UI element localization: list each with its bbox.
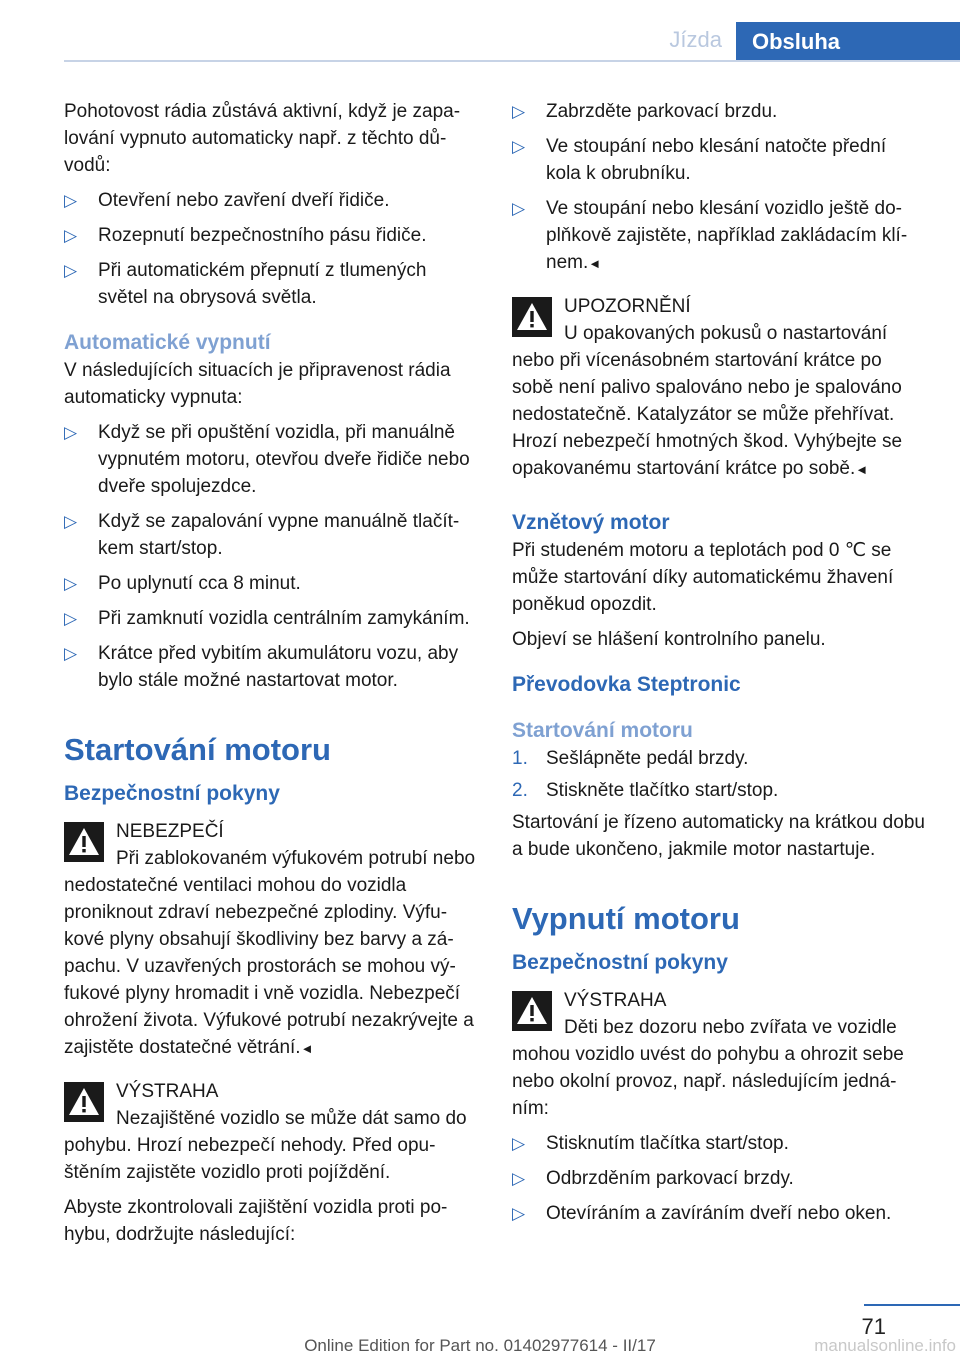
- section-heading-stop-safety: Bezpečnostní pokyny: [512, 951, 728, 974]
- list-item: ▷ Při automatickém přepnutí z tlumených světel na obrysová světla.: [64, 257, 478, 311]
- steps-paragraph: Startování je řízeno automaticky na krátkou dobu a bude ukončeno, jakmile motor nastartuje.: [512, 812, 925, 860]
- list-item: ▷ Krátce před vybitím akumulátoru vozu, aby bylo stále možné nastartovat motor.: [64, 640, 478, 694]
- subheading-steptronic-start: Startování motoru: [512, 719, 693, 742]
- stop-warning-notice: [512, 987, 926, 1122]
- list-item: 2. Stiskněte tlačítko start/stop.: [512, 780, 779, 801]
- bullet-triangle-icon: ▷: [512, 1204, 526, 1223]
- list-item: ▷ Při zamknutí vozidla centrálním zamykáním.: [64, 605, 478, 632]
- list-item: ▷ Otevíráním a zavíráním dveří nebo oken.: [512, 1200, 926, 1227]
- list-item: ▷ Když se zapalování vypne manuálně tlačítkem start/stop.: [64, 508, 478, 562]
- warning-label: VÝSTRAHA: [116, 1081, 219, 1102]
- warning-triangle-icon: [512, 991, 552, 1031]
- list-item: ▷ Odbrzděním parkovací brzdy.: [512, 1165, 926, 1192]
- bullet-triangle-icon: ▷: [512, 137, 526, 156]
- list-item: ▷ Po uplynutí cca 8 minut.: [64, 570, 478, 597]
- caution-notice: [512, 293, 926, 483]
- bullet-triangle-icon: ▷: [64, 226, 78, 245]
- diesel-paragraph-2: Objeví se hlášení kontrolního panelu.: [512, 629, 826, 650]
- list-item: 1. Sešlápněte pedál brzdy.: [512, 748, 749, 769]
- bullet-triangle-icon: ▷: [512, 199, 526, 218]
- danger-label: NEBEZPEČÍ: [116, 821, 224, 842]
- warning-notice: [64, 1078, 478, 1186]
- intro-paragraph: Pohotovost rádia zůstává aktivní, když je zapalování vypnuto automaticky např. z těchto důvodů:: [64, 101, 461, 176]
- bullet-triangle-icon: ▷: [64, 261, 78, 280]
- end-mark-icon: ◄: [300, 1041, 314, 1056]
- bullet-triangle-icon: ▷: [64, 512, 78, 531]
- caution-text: U opakovaných pokusů o nastartování nebo při vícenásobném startování krátce po sobě není palivo spalováno nebo je spalováno nedostatečně. Katalyzátor se může přehřívat. Hrozí nebezpečí hmotných škod. Vyhýbejte se opakovanému startování krátce po sobě.◄: [512, 323, 903, 479]
- bullet-triangle-icon: ▷: [64, 191, 78, 210]
- list-item: ▷ Rozepnutí bezpečnostního pásu řidiče.: [64, 222, 478, 249]
- danger-text: Při zablokovaném výfukovém potrubí nebo nedostatečné ventilaci mohou do vozidla proniknout zdraví nebezpečné zplodiny. Výfukové plyny obsahují škodliviny bez barvy a zápachu. V uzavřených prostorách se mohou výfukové plyny hromadit i vně vozidla. Nebezpečí ohrožení života. Výfukové potrubí nezakrývejte a zajistěte dostatečné větrání.◄: [64, 848, 476, 1058]
- bullet-triangle-icon: ▷: [512, 102, 526, 121]
- header-tab-jizda[interactable]: Jízda: [669, 27, 722, 52]
- watermark: manualsonline.info: [814, 1336, 956, 1355]
- danger-notice: [64, 818, 478, 1062]
- bullet-triangle-icon: ▷: [64, 423, 78, 442]
- right-column: [512, 98, 926, 1235]
- caution-label: UPOZORNĚNÍ: [564, 296, 691, 317]
- section-heading-steptronic: Převodovka Steptronic: [512, 673, 741, 696]
- stop-warning-text: Děti bez dozoru nebo zvířata ve vozidle mohou vozidlo uvést do pohybu a ohrozit sebe nebo okolní provoz, např. následujícím jednáním:: [512, 1017, 904, 1119]
- diesel-paragraph: Při studeném motoru a teplotách pod 0 ℃ se může startování díky automatickému žhavení poněkud opozdit.: [512, 540, 894, 615]
- bullet-triangle-icon: ▷: [64, 609, 78, 628]
- list-item: ▷ Ve stoupání nebo klesání natočte přední kola k obrubníku.: [512, 133, 926, 187]
- list-item: ▷ Otevření nebo zavření dveří řidiče.: [64, 187, 478, 214]
- bullet-triangle-icon: ▷: [512, 1134, 526, 1153]
- chapter-heading-start: Startování motoru: [64, 732, 331, 767]
- section-heading-safety: Bezpečnostní pokyny: [64, 782, 280, 805]
- warning-triangle-icon: [64, 1082, 104, 1122]
- stop-warning-label: VÝSTRAHA: [564, 990, 667, 1011]
- bullet-triangle-icon: ▷: [64, 644, 78, 663]
- header-rule: [64, 60, 960, 62]
- warning-triangle-icon: [64, 822, 104, 862]
- chapter-heading-stop: Vypnutí motoru: [512, 901, 740, 936]
- section-heading-auto-off: Automatické vypnutí: [64, 331, 271, 354]
- online-edition-note: Online Edition for Part no. 01402977614 - II/17: [304, 1336, 656, 1355]
- bullet-triangle-icon: ▷: [512, 1169, 526, 1188]
- list-item: ▷ Ve stoupání nebo klesání vozidlo ještě doplňkově zajistěte, například zakládacím klínem.◄: [512, 195, 926, 277]
- end-mark-icon: ◄: [855, 462, 869, 477]
- bullet-triangle-icon: ▷: [64, 574, 78, 593]
- list-item: ▷ Stisknutím tlačítka start/stop.: [512, 1130, 926, 1157]
- check-paragraph: Abyste zkontrolovali zajištění vozidla proti pohybu, dodržujte následující:: [64, 1197, 448, 1245]
- warning-triangle-icon: [512, 297, 552, 337]
- footer-rule: [864, 1304, 960, 1306]
- end-mark-icon: ◄: [588, 256, 602, 271]
- list-item: ▷ Když se při opuštění vozidla, při manuálně vypnutém motoru, otevřou dveře řidiče nebo dveře spolujezdce.: [64, 419, 478, 500]
- auto-off-paragraph: V následujících situacích je připravenost rádia automaticky vypnuta:: [64, 360, 451, 408]
- warning-text: Nezajištěné vozidlo se může dát samo do pohybu. Hrozí nebezpečí nehody. Před opuštěním zajistěte vozidlo proti pojíždění.: [64, 1108, 467, 1183]
- page-number: 71: [861, 1314, 886, 1339]
- section-heading-diesel: Vznětový motor: [512, 511, 670, 534]
- left-column: [64, 98, 478, 1256]
- list-item: ▷ Zabrzděte parkovací brzdu.: [512, 98, 926, 125]
- header-tab-obsluha[interactable]: Obsluha: [736, 22, 960, 62]
